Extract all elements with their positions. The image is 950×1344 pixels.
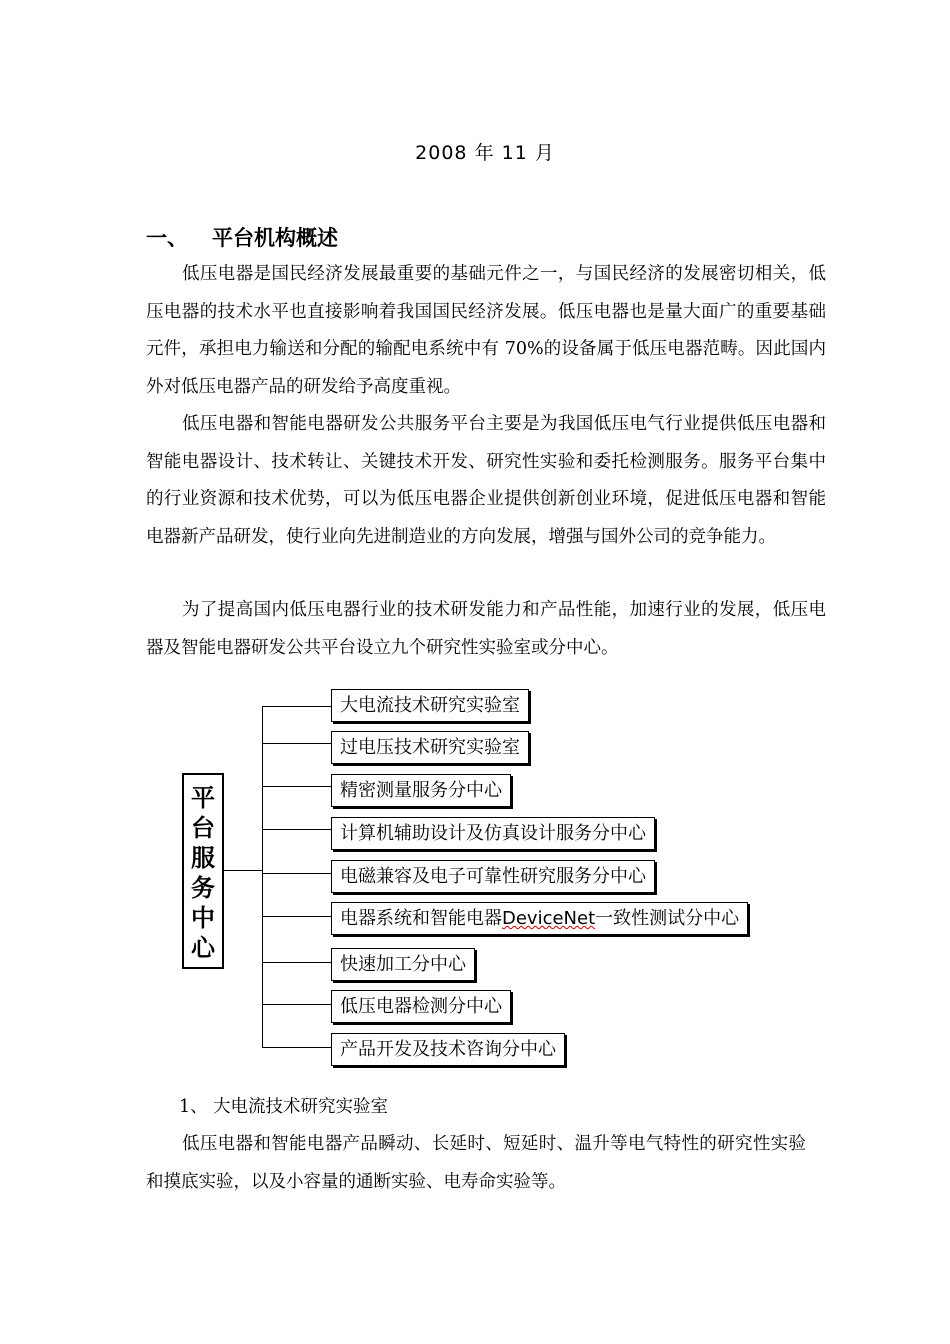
branch-box-3: 精密测量服务分中心 (331, 774, 511, 807)
branch-line-3 (262, 786, 331, 787)
subsection-paragraph: 低压电器和智能电器产品瞬动、长延时、短延时、温升等电气特性的研究性实验和摸底实验，以及小容量的通断实验、电寿命实验等。 (146, 1134, 806, 1192)
branch-line-7 (262, 962, 331, 963)
center-char: 心 (191, 934, 215, 962)
section-title: 平台机构概述 (212, 226, 338, 250)
devicenet-text: DeviceNet (502, 908, 596, 929)
vertical-trunk (262, 706, 263, 1048)
branch-box-1: 大电流技术研究实验室 (331, 689, 529, 722)
branch-box-6 (331, 902, 748, 935)
branch-box-8: 低压电器检测分中心 (331, 990, 511, 1023)
branch-line-5 (262, 873, 331, 874)
center-char: 平 (191, 784, 215, 812)
branch-line-8 (262, 1004, 331, 1005)
branch-box-4: 计算机辅助设计及仿真设计服务分中心 (331, 817, 655, 850)
branch-box-9: 产品开发及技术咨询分中心 (331, 1033, 565, 1066)
center-connector (224, 870, 262, 871)
subsection-number: 1、 (179, 1097, 208, 1117)
branch-line-4 (262, 829, 331, 830)
subsection-heading (179, 1093, 388, 1118)
paragraph-2: 低压电器和智能电器研发公共服务平台主要是为我国低压电气行业提供低压电器和智能电器设计、技术转让、关键技术开发、研究性实验和委托检测服务。服务平台集中的行业资源和技术优势，可以为低压电器企业提供创新创业环境，促进低压电器和智能电器新产品研发，使行业向先进制造业的方向发展，增强与国外公司的竞争能力。 (146, 414, 826, 547)
paragraph-1: 低压电器是国民经济发展最重要的基础元件之一，与国民经济的发展密切相关，低压电器的技术水平也直接影响着我国国民经济发展。低压电器也是量大面广的重要基础元件，承担电力输送和分配的输配电系统中有 70%的设备属于低压电器范畴。因此国内外对低压电器产品的研发给予高度重视。 (146, 264, 826, 397)
branch-6-head: 电器系统和智能电器 (340, 908, 502, 929)
center-char: 台 (191, 814, 215, 842)
document-date: 2008 年 11 月 (415, 142, 555, 164)
center-char: 中 (191, 904, 215, 932)
branch-line-2 (262, 743, 331, 744)
platform-center-box (182, 773, 224, 969)
branch-box-2: 过电压技术研究实验室 (331, 731, 529, 764)
branch-box-5: 电磁兼容及电子可靠性研究服务分中心 (331, 860, 655, 893)
branch-line-6 (262, 916, 331, 917)
center-char: 务 (191, 874, 215, 902)
section-number: 一、 (146, 226, 188, 250)
branch-line-9 (262, 1047, 331, 1048)
center-char: 服 (191, 844, 215, 872)
branch-line-1 (262, 706, 331, 707)
section-heading (146, 222, 338, 252)
paragraph-3: 为了提高国内低压电器行业的技术研发能力和产品性能，加速行业的发展，低压电器及智能电器研发公共平台设立九个研究性实验室或分中心。 (146, 600, 826, 658)
branch-6-tail: 一致性测试分中心 (595, 908, 740, 929)
subsection-title: 大电流技术研究实验室 (213, 1097, 388, 1117)
branch-box-7: 快速加工分中心 (331, 948, 475, 981)
